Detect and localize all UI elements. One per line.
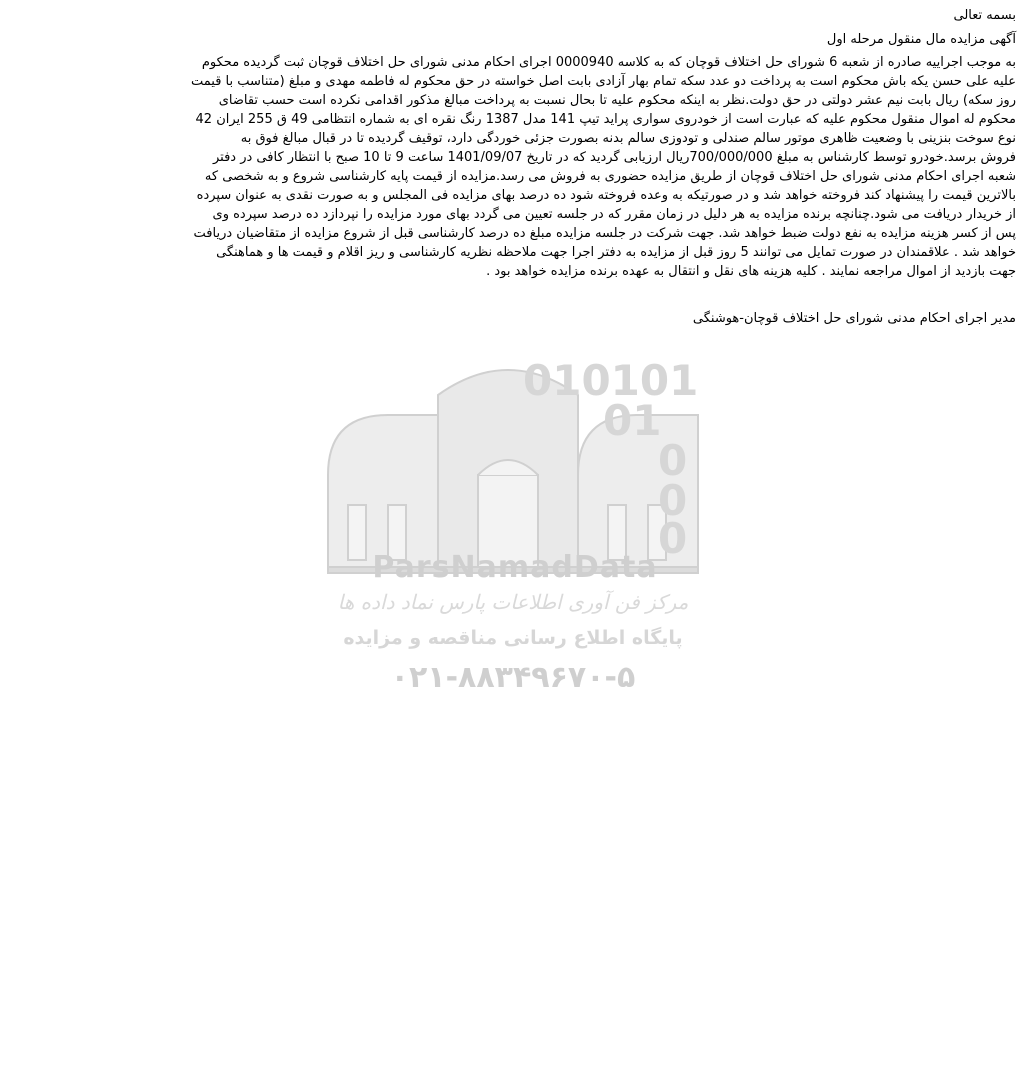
body-line: علیه علی حسن یکه باش محکوم است به پرداخت دو عدد سکه تمام بهار آزادی بابت اصل خواسته در حق محکوم له فاطمه مهدی و مبلغ (متناسب با قیمت <box>190 74 1016 89</box>
watermark-binary-row-4: 0 <box>658 476 688 525</box>
watermark-binary-row-1: 010101 <box>523 356 699 405</box>
signature: مدیر اجرای احکام مدنی شورای حل اختلاف قوچان-هوشنگی <box>692 311 1016 326</box>
body-line: از خریدار دریافت می شود.چنانچه برنده مزایده به هر دلیل در زمان مقرر که در جلسه تعیین می گردد بهای مورد مزایده را نپردازد ده درصد سپرده وی <box>212 207 1016 222</box>
watermark-tagline: مرکز فن آوری اطلاعات پارس نماد داده ها <box>337 590 689 614</box>
watermark <box>318 355 708 705</box>
body-line: روز سکه) ریال بابت نیم عشر دولتی در حق دولت.نظر به اینکه محکوم علیه تا بحال نسبت به پرداخت مبالغ مذکور اقدامی نکرده است حسب تقاضای <box>218 93 1016 108</box>
body-line: محکوم له اموال منقول محکوم علیه که عبارت است از خودروی سواری پراید تیپ 141 مدل 1387 رنگ نقره ای به شماره انتظامی 49 ق 255 ایران 42 <box>195 112 1016 127</box>
body-line: پس از کسر هزینه مزایده به نفع دولت ضبط خواهد شد. جهت شرکت در جلسه مزایده مبلغ ده درصد کارشناسی قبل از شروع مزایده از متقاضیان دریافت <box>193 226 1016 241</box>
heading-basmala: بسمه تعالی <box>953 8 1016 23</box>
body-line: نوع سوخت بنزینی با وضعیت ظاهری موتور سالم صندلی و تودوزی سالم بدنه بصورت جزئی خوردگی دارد، توقیف گردیده تا در قبال مبالغ فوق به <box>240 131 1016 146</box>
body-line: بالاترین قیمت را پیشنهاد کند فروخته خواهد شد و در صورتیکه به وعده فروخته شود ده درصد بهای مزایده فی المجلس و به صورت نقدی به عنوان سپرده <box>196 188 1016 203</box>
watermark-binary-row-5: 0 <box>658 514 688 563</box>
body-line: جهت بازدید از اموال مراجعه نمایند . کلیه هزینه های نقل و انتقال به عهده برنده مزایده خواهد بود . <box>486 264 1016 279</box>
body-line: خواهد شد . علاقمندان در صورت تمایل می توانند 5 روز قبل از مزایده به دفتر اجرا جهت ملاحظه نظریه کارشناسی و ریز اقلام و قیمت ها و هماهنگی <box>216 245 1016 260</box>
body-line: شعبه اجرای احکام مدنی شورای حل اختلاف قوچان از طریق مزایده حضوری به فروش می رسد.مزایده از قیمت پایه کارشناسی شروع و به شخصی که <box>204 169 1016 184</box>
notice-body <box>8 53 1016 281</box>
watermark-binary-row-2: 01 <box>603 396 662 445</box>
notice-document <box>8 6 1016 328</box>
watermark-binary-row-3: 0 <box>658 436 688 485</box>
body-line: فروش برسد.خودرو توسط کارشناس به مبلغ 700/000/000ریال ارزیابی گردید که در تاریخ 1401/09/07 ساعت 9 تا 10 صبح با انتظار کافی در دفتر <box>213 150 1016 165</box>
notice-title: آگهی مزایده مال منقول مرحله اول <box>826 32 1016 47</box>
body-line: به موجب اجراییه صادره از شعبه 6 شورای حل اختلاف قوچان که به کلاسه 0000940 اجرای احکام مدنی شورای حل اختلاف قوچان ثبت گردیده محکوم <box>201 55 1016 70</box>
watermark-subtitle: پایگاه اطلاع رسانی مناقصه و مزایده <box>343 627 683 649</box>
watermark-brand: ParsNamadData <box>372 550 658 585</box>
watermark-phone: ۰۲۱-۸۸۳۴۹۶۷۰-۵ <box>390 660 636 695</box>
